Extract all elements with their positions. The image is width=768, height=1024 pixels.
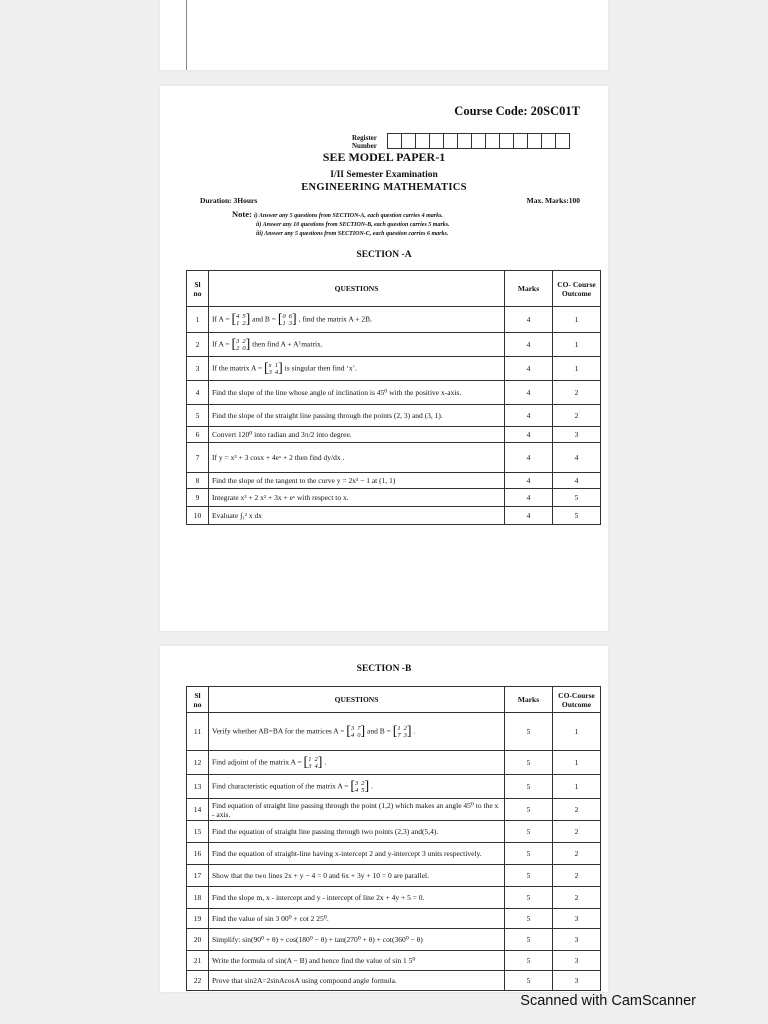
bracket: ] [292,311,297,327]
question-text [209,427,505,443]
question-text [209,909,505,929]
matrix-entry: 4 [236,312,240,320]
question-number: 13 [187,775,209,799]
matrix-entry: 6 [288,312,293,320]
question-row [187,405,601,427]
matrix [304,756,323,770]
course-outcome: 1 [553,775,601,799]
question-marks: 5 [505,751,553,775]
bracket: ] [364,778,370,794]
question-row [187,971,601,991]
question-body: and B = [252,314,276,324]
question-body: Evaluate ∫₁² x dx [212,511,263,520]
course-outcome: 1 [553,333,601,357]
register-digit-box[interactable] [471,133,486,149]
question-number: 9 [187,489,209,507]
register-label: Register Number [352,134,377,150]
course-outcome: 5 [553,489,601,507]
question-row [187,929,601,951]
section-b-title: SECTION -B [356,664,412,674]
question-row [187,333,601,357]
course-outcome: 2 [553,865,601,887]
matrix [346,725,365,739]
header-co: CO- Course Outcome [553,271,601,307]
question-marks: 5 [505,843,553,865]
question-row [187,357,601,381]
question-body: Integrate x³ + 2 x² + 3x + eˣ with respect to x. [212,493,349,502]
question-number: 19 [187,909,209,929]
question-number: 2 [187,333,209,357]
matrix [393,725,412,739]
question-body: and B = [367,726,391,736]
question-body: Show that the two lines 2x + y − 4 = 0 and 6x + 3y + 10 = 0 are parallel. [212,871,430,880]
question-number: 12 [187,751,209,775]
matrix-entry: 0 [357,731,361,739]
question-row [187,887,601,909]
matrix-entry: 4 [355,786,359,794]
register-digit-box[interactable] [401,133,416,149]
course-outcome: 2 [553,405,601,427]
matrix-entry: 1 [236,319,240,327]
question-text [209,887,505,909]
header-sl: Sl no [187,271,209,307]
question-marks: 5 [505,821,553,843]
register-digit-box[interactable] [555,133,570,149]
camscanner-watermark: Scanned with CamScanner [520,993,696,1009]
question-marks: 4 [505,357,553,381]
question-marks: 5 [505,799,553,821]
matrix-entry: 3 [308,762,312,770]
course-outcome: 4 [553,473,601,489]
question-number: 1 [187,307,209,333]
question-row [187,489,601,507]
question-body: . [371,781,373,791]
question-number: 6 [187,427,209,443]
question-row [187,909,601,929]
question-marks: 5 [505,713,553,751]
matrix-entry: 0 [242,344,246,352]
matrix-entry: 3 [288,319,293,327]
question-marks: 4 [505,307,553,333]
question-row [187,443,601,473]
note-line: iii) Answer any 5 questions from SECTION-C, each question carries 6 marks. [256,231,449,237]
question-row [187,751,601,775]
course-outcome: 5 [553,507,601,525]
header-marks: Marks [505,687,553,713]
question-body: If y = x³ + 3 cosx + 4eˣ + 2 then find dy/dx . [212,453,345,462]
question-row [187,799,601,821]
question-text [209,307,505,333]
question-marks: 4 [505,333,553,357]
matrix [231,338,250,352]
question-text [209,775,505,799]
subject-title: ENGINEERING MATHEMATICS [301,182,467,193]
header-co: CO-Course Outcome [553,687,601,713]
bracket: [ [303,754,309,770]
question-body: If A = [212,339,230,349]
course-outcome: 2 [553,381,601,405]
question-text [209,929,505,951]
question-body: is singular then find ‘x’. [284,363,357,373]
register-digit-box[interactable] [387,133,402,149]
question-body: then find A + Aᵀmatrix. [252,339,323,349]
question-row [187,381,601,405]
question-body: Find the equation of straight-line having x-intercept 2 and y-intercept 3 units respectively. [212,849,482,858]
register-digit-box[interactable] [541,133,556,149]
matrix-entry: 3 [268,368,272,376]
question-body: Find the slope of the tangent to the curve y = 2x³ − 1 at (1, 1) [212,476,396,485]
course-outcome: 1 [553,751,601,775]
question-number: 11 [187,713,209,751]
question-text [209,473,505,489]
question-row [187,951,601,971]
duration: Duration: 3Hours [200,196,258,205]
question-marks: 4 [505,381,553,405]
question-row [187,713,601,751]
course-outcome: 2 [553,821,601,843]
question-text [209,357,505,381]
section-b-table [186,686,601,991]
course-outcome: 3 [553,971,601,991]
course-outcome: 4 [553,443,601,473]
matrix-entry: 3 [355,779,359,787]
previous-page [160,0,608,70]
question-row [187,507,601,525]
matrix-entry: 2 [403,724,407,732]
question-body: Convert 120⁰ into radian and 3π/2 into degree. [212,430,352,439]
question-body: If A = [212,314,230,324]
question-number: 8 [187,473,209,489]
semester-label: I/II Semester Examination [330,170,438,180]
exam-page-1 [160,86,608,631]
bracket: ] [406,723,412,739]
bracket: [ [231,336,237,352]
max-marks: Max. Marks:100 [526,196,580,205]
question-row [187,775,601,799]
question-number: 21 [187,951,209,971]
question-body: Find equation of straight line passing through the point (1,2) which makes an angle 45⁰ to the x - axis. [212,800,499,819]
course-outcome: 1 [553,307,601,333]
question-marks: 5 [505,775,553,799]
bracket: ] [278,360,283,376]
question-row [187,821,601,843]
course-outcome: 3 [553,929,601,951]
question-marks: 5 [505,951,553,971]
register-digit-box[interactable] [415,133,430,149]
bracket: ] [360,723,366,739]
question-marks: 5 [505,887,553,909]
question-body: Find the equation of straight line passing through two points (2,3) and(5,4). [212,827,439,836]
question-number: 3 [187,357,209,381]
question-text [209,951,505,971]
question-number: 14 [187,799,209,821]
question-text [209,713,505,751]
question-body: Find adjoint of the matrix A = [212,757,302,767]
matrix-entry: 3 [350,724,355,732]
question-number: 10 [187,507,209,525]
matrix-entry: 2 [314,755,318,763]
header-questions: QUESTIONS [209,687,505,713]
question-row [187,307,601,333]
question-number: 4 [187,381,209,405]
matrix-entry: 4 [314,762,318,770]
question-text [209,865,505,887]
question-text [209,333,505,357]
question-body: Find the slope of the line whose angle of inclination is 45⁰ with the positive x-axis. [212,388,462,397]
bracket: [ [346,723,351,739]
question-text [209,799,505,821]
question-body: , find the matrix A + 2B. [298,314,372,324]
course-outcome: 2 [553,887,601,909]
question-body: . [413,726,416,736]
instructions-note: Note: i) Answer any 5 questions from SECTION-A, each question carries 4 marks. ii) Answer any 10 questions from SECTION-B, each question carries 5 marks. iii) Answer any 5 questions from SECTION-C, each question carries 6 marks. [232,209,450,237]
register-number-boxes [388,133,570,149]
note-line: i) Answer any 5 questions from SECTION-A, each question carries 4 marks. [253,213,443,219]
question-number: 22 [187,971,209,991]
question-body: Simplify: sin(90⁰ + θ) + cos(180⁰ − θ) + tan(270⁰ + θ) + cot(360⁰ − θ) [212,935,423,944]
question-text [209,507,505,525]
question-body: If the matrix A = [212,363,263,373]
question-marks: 4 [505,427,553,443]
matrix [350,780,369,794]
question-text [209,443,505,473]
section-a-title: SECTION -A [356,250,412,260]
register-digit-box[interactable] [527,133,542,149]
register-digit-box[interactable] [485,133,500,149]
question-body: Find the slope of the straight line passing through the points (2, 3) and (3, 1). [212,411,443,420]
question-number: 7 [187,443,209,473]
bracket: [ [350,778,356,794]
question-body: . [324,757,327,767]
course-outcome: 3 [553,909,601,929]
register-digit-box[interactable] [513,133,528,149]
question-marks: 4 [505,443,553,473]
bracket: [ [392,723,398,739]
section-a-table [186,270,601,525]
question-body: Find the slope m, x - intercept and y - intercept of line 2x + 4y + 5 = 0. [212,893,425,902]
question-marks: 5 [505,909,553,929]
question-text [209,971,505,991]
question-marks: 5 [505,929,553,951]
course-outcome: 3 [553,951,601,971]
question-body: Prove that sin2A=2sinAcosA using compound angle formula. [212,976,397,985]
course-outcome: 2 [553,799,601,821]
question-number: 17 [187,865,209,887]
bracket: ] [245,336,251,352]
matrix [231,313,250,327]
question-number: 16 [187,843,209,865]
question-marks: 4 [505,489,553,507]
matrix [278,313,297,327]
question-body: Write the formula of sin(A − B) and hence find the value of sin 1 5⁰ [212,956,416,965]
question-row [187,427,601,443]
bracket: [ [263,360,269,376]
matrix-entry: 2 [236,344,240,352]
matrix-entry: 4 [274,368,279,376]
question-number: 18 [187,887,209,909]
question-text [209,821,505,843]
question-marks: 4 [505,473,553,489]
question-text [209,489,505,507]
bracket: ] [245,311,251,327]
question-body: Find the value of sin 3 00⁰ + cot 2 25⁰. [212,914,329,923]
register-digit-box[interactable] [443,133,458,149]
question-number: 5 [187,405,209,427]
question-marks: 4 [505,507,553,525]
header-questions: QUESTIONS [209,271,505,307]
matrix-entry: 4 [350,731,355,739]
question-marks: 4 [505,405,553,427]
page-margin-line [186,0,187,70]
header-sl: Sl no [187,687,209,713]
matrix-entry: 2 [361,779,365,787]
matrix-entry: 7 [357,724,361,732]
matrix-entry: 7 [397,731,401,739]
course-outcome: 1 [553,357,601,381]
bracket: ] [317,754,323,770]
question-text [209,843,505,865]
question-number: 15 [187,821,209,843]
course-outcome: 1 [553,713,601,751]
matrix-entry: 1 [308,755,312,763]
matrix [264,362,283,376]
paper-title: SEE MODEL PAPER-1 [322,150,446,164]
matrix-entry: 1 [397,724,401,732]
question-row [187,843,601,865]
question-text [209,751,505,775]
course-outcome: 2 [553,843,601,865]
matrix-entry: 3 [236,337,240,345]
matrix-entry: 5 [242,312,246,320]
matrix-entry: 1 [274,361,279,369]
matrix-entry: 1 [282,319,286,327]
matrix-entry: 3 [403,731,407,739]
matrix-entry: x [268,361,272,369]
question-marks: 5 [505,865,553,887]
question-row [187,865,601,887]
matrix-entry: 2 [242,319,246,327]
header-marks: Marks [505,271,553,307]
register-digit-box[interactable] [457,133,472,149]
matrix-entry: 5 [361,786,365,794]
question-body: Verify whether AB=BA for the matrices A = [212,726,345,736]
question-row [187,473,601,489]
question-number: 20 [187,929,209,951]
register-digit-box[interactable] [499,133,514,149]
course-outcome: 3 [553,427,601,443]
bracket: [ [231,311,237,327]
question-text [209,381,505,405]
question-text [209,405,505,427]
question-marks: 5 [505,971,553,991]
register-digit-box[interactable] [429,133,444,149]
note-line: ii) Answer any 10 questions from SECTION-B, each question carries 5 marks. [256,222,450,228]
matrix-entry: 0 [282,312,286,320]
question-body: Find characteristic equation of the matrix A = [212,781,349,791]
matrix-entry: 2 [242,337,246,345]
exam-page-2 [160,646,608,992]
course-code: Course Code: 20SC01T [454,104,580,118]
bracket: [ [277,311,283,327]
